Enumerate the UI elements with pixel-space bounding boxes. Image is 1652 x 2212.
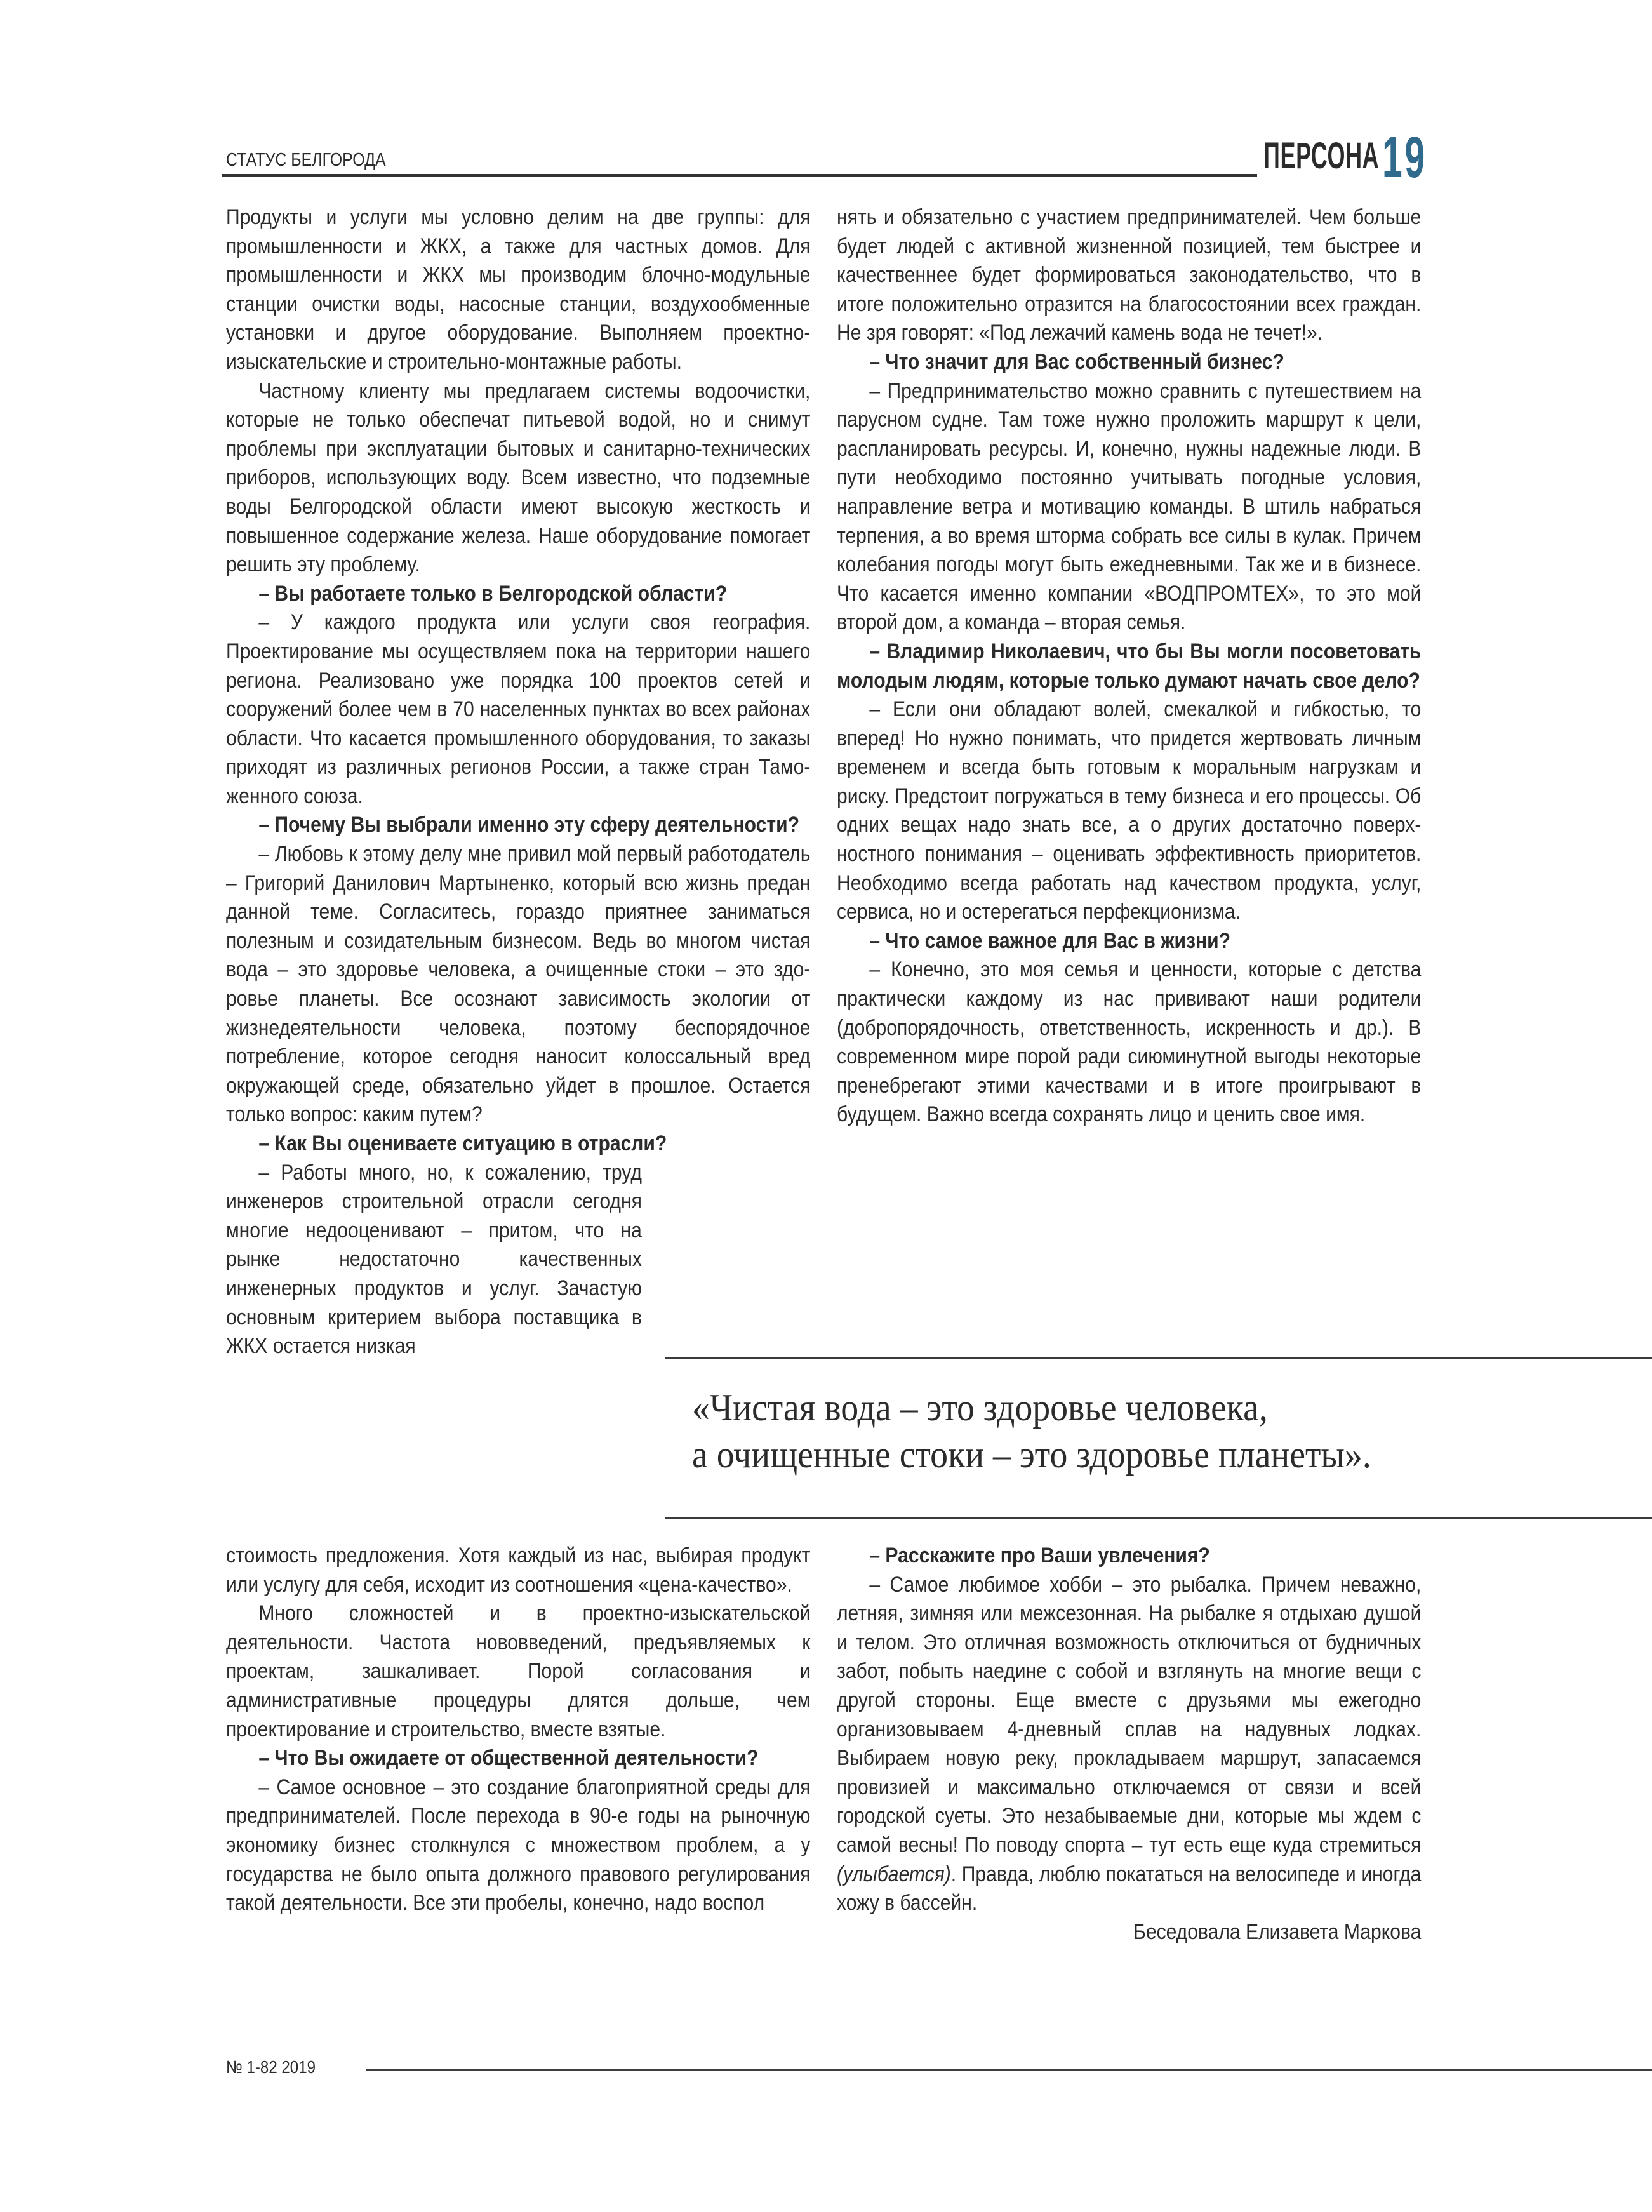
- interview-answer: – Самое любимое хобби – это рыбалка. Причем неважно, летняя, зимняя или межсезонная. На рыбалке я отдыхаю душой и телом. Это отличная возможность отключиться от будничных забот, побыть наедине с собой и взглянуть на многие вещи с другой стороны. Еще вместе с друзьями мы ежегодно организовываем 4-дневный сплав на надувных лодках. Выбираем новую реку, прокладываем маршрут, запасаемся провизией и максимально отключаемся от связи и всей городской суеты. Это незабываемые дни, которые мы ждем с самой весны! По поводу спорта – тут есть еще куда стремиться (улыбается). Правда, люблю покататься на велосипеде и иногда хожу в бассейн.: [837, 1572, 1422, 1916]
- interview-question: – Вы работаете только в Белгородской области?: [258, 581, 728, 606]
- interview-question: – Как Вы оцениваете ситуацию в отрасли?: [258, 1131, 667, 1156]
- paragraph: Продукты и услуги мы условно делим на две группы: для промышленности и ЖКХ, а также для частных домов. Для промышленности и ЖКХ мы производим блочно-модульные станции очистки воды, насосные станции, воздухообменные установки и другое оборудование. Выполняем проектно-изыскательские и строительно-монтажные работы.: [226, 205, 811, 374]
- right-column-lower: [837, 1542, 1421, 1947]
- interview-answer: – Конечно, это моя семья и ценности, которые с детства практически каждому из нас прививают наши родители (добропорядочность, ответственность, искренность и др.). В современном мире порой ради сиюминутной выгоды некоторые пренебрегают этими качествами и в итоге проигрывают в будущем. Важно всегда сохранять лицо и ценить свое имя.: [837, 957, 1422, 1127]
- interview-question: – Что значит для Вас собственный бизнес?: [869, 349, 1284, 374]
- header-rule: [222, 174, 1257, 177]
- pull-quote-bottom-rule: [665, 1517, 1652, 1519]
- interview-question: – Владимир Николаевич, что бы Вы могли посоветовать молодым людям, которые только думают начать свое дело?: [837, 639, 1422, 693]
- left-column: [226, 203, 810, 1361]
- interview-answer-continued: нять и обязательно с участием предпринимателей. Чем больше будет людей с активной жизненной позицией, тем быстрее и качественнее будет формироваться законодательство, что в итоге положительно отразится на благосостоянии всех граждан. Не зря говорят: «Под лежачий камень вода не течет!».: [837, 205, 1422, 345]
- interview-question: – Расскажите про Ваши увлечения?: [869, 1543, 1210, 1568]
- paragraph: Частному клиенту мы предлагаем системы водоочистки, которые не только обеспечат питьевой водой, но и снимут проблемы при эксплуатации бытовых и санитарно-технических приборов, использующих воду. Всем известно, что подземные воды Белгородской области имеют высокую жесткость и повышенное содержание железа. Наше оборудование помогает решить эту проблему.: [226, 378, 811, 577]
- paragraph: Много сложностей и в проектно-изыскательской деятельности. Частота нововведений, предъявляемых к проектам, зашкаливает. Порой согласования и административные процедуры длятся дольше, чем проектирование и строительство, вместе взятые.: [226, 1601, 811, 1742]
- right-column: [837, 203, 1421, 1129]
- interview-question: – Что Вы ожидаете от общественной деятельности?: [258, 1746, 759, 1771]
- interview-question: – Почему Вы выбрали именно эту сферу деятельности?: [258, 813, 799, 837]
- pull-quote: [692, 1384, 1578, 1478]
- interview-answer: – Предпринимательство можно сравнить с путешествием на парусном судне. Там тоже нужно проложить маршрут к цели, распланировать ресурсы. И, конечно, нужны надежные люди. В пути необходимо постоянно учитывать погодные условия, направление ветра и мотивацию команды. В штиль набраться терпения, а во время шторма собрать все силы в кулак. Причем колебания погоды могут быть ежедневными. Так же и в бизнесе. Что касается именно компании «ВОДПРОМТЕХ», то это мой второй дом, а команда – вторая семья.: [837, 378, 1422, 635]
- issue-number: № 1-82 2019: [226, 2057, 316, 2077]
- interview-answer-continued: стоимость предложения. Хотя каждый из нас, выбирая продукт или услугу для себя, исходит из соотношения «цена-качество».: [226, 1543, 811, 1597]
- stage-direction: (улыбается): [837, 1862, 951, 1886]
- pull-quote-line: «Чистая вода – это здоровье человека,: [692, 1387, 1268, 1429]
- pull-quote-line: а очищенные стоки – это здоровье планеты».: [692, 1434, 1371, 1476]
- footer-rule: [366, 2069, 1652, 2071]
- pull-quote-top-rule: [665, 1357, 1652, 1359]
- interview-answer: – Самое основное – это создание благоприятной среды для предпринимателей. После перехода в 90-е годы на рыночную экономику бизнес столкнулся с множеством проблем, а у государства не было опыта должного правового регулирования такой деятельности. Все эти пробелы, конечно, надо воспол: [226, 1775, 811, 1916]
- publication-title: СТАТУС БЕЛГОРОДА: [226, 150, 386, 170]
- interview-answer: – Работы много, но, к сожалению, труд инженеров строительной отрасли сегодня многие недооценивают – притом, что на рынке недостаточно качественных инженерных продуктов и услуг. Зачастую основным критерием выбора поставщика в ЖКХ остается низкая: [226, 1160, 642, 1359]
- author-signature: Беседовала Елизавета Маркова: [1133, 1919, 1422, 1944]
- left-column-lower: [226, 1542, 810, 1918]
- page-number: 19: [1382, 125, 1427, 190]
- section-label: ПЕРСОНА: [1263, 135, 1380, 177]
- interview-answer: – Если они обладают волей, смекалкой и гибкостью, то вперед! Но нужно понимать, что придется жертвовать личным временем и всегда быть готовым к моральным нагрузкам и риску. Предстоит погружаться в тему бизнеса и его процессы. Об одних вещах надо знать все, а о других достаточно поверхностного понимания – оценивать эффективность приоритетов. Необходимо всегда работать над качеством продукта, услуг, сервиса, но и остерегаться перфекционизма.: [837, 697, 1422, 924]
- interview-answer: – У каждого продукта или услуги своя география. Проектирование мы осуществляем пока на территории нашего региона. Реализовано уже порядка 100 проектов сетей и сооружений более чем в 70 населенных пунктах во всех районах области. Что касается промышленного оборудования, то заказы приходят из различных регионов России, а также стран Таможенного союза.: [226, 610, 811, 808]
- interview-answer: – Любовь к этому делу мне привил мой первый работодатель – Григорий Данилович Мартыненко, который всю жизнь предан данной теме. Согласитесь, гораздо приятнее заниматься полезным и созидательным бизнесом. Ведь во многом чистая вода – это здоровье человека, а очищенные стоки – это здоровье планеты. Все осознают зависимость экологии от жизнедеятельности человека, поэтому беспорядочное потребление, которое сегодня наносит колоссальный вред окружающей среде, обязательно уйдет в прошлое. Остается только вопрос: каким путем?: [226, 842, 811, 1127]
- interview-question: – Что самое важное для Вас в жизни?: [869, 928, 1231, 953]
